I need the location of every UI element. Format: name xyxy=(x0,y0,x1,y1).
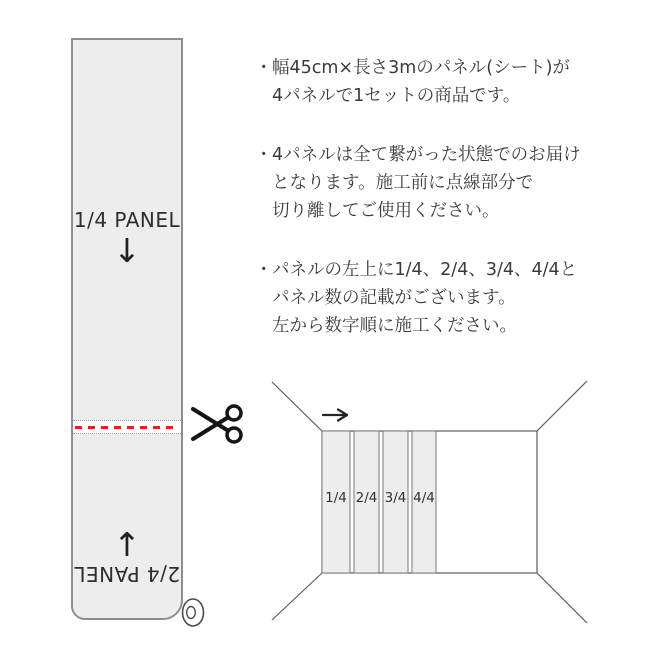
note-text xyxy=(272,141,655,225)
note-line: 切り離してご使用ください。 xyxy=(272,201,500,221)
paper-roll-icon xyxy=(177,594,210,631)
cut-line xyxy=(75,426,179,429)
up-arrow-icon: ↑ xyxy=(113,525,141,564)
note-line: となります。施工前に点線部分で xyxy=(272,173,534,193)
note-item xyxy=(255,54,655,110)
note-line: 左から数字順に施工ください。 xyxy=(272,316,517,336)
notes-list xyxy=(255,54,655,371)
note-line: 幅45cm×長さ3mのパネル(シート)が xyxy=(272,58,570,78)
down-arrow-icon: ↓ xyxy=(113,231,141,270)
note-line: 4パネルは全て繋がった状態でのお届け xyxy=(272,145,581,165)
note-item xyxy=(255,256,655,340)
panel-label-3: 3/4 xyxy=(384,490,407,506)
note-text xyxy=(272,54,655,110)
note-line: 4パネルで1セットの商品です。 xyxy=(272,86,521,106)
panel-label-4: 4/4 xyxy=(413,490,435,506)
sheet-top-label: 1/4 PANEL xyxy=(73,208,181,232)
bullet-marker: ・ xyxy=(255,58,273,78)
bullet-marker: ・ xyxy=(255,145,273,165)
right-arrow-icon xyxy=(323,410,347,421)
sheet-bottom-label: 2/4 PANEL xyxy=(73,562,181,586)
room-perspective-diagram xyxy=(265,372,600,632)
note-text xyxy=(272,256,655,340)
panel-label-1: 1/4 xyxy=(325,490,347,506)
panel-sheet xyxy=(71,38,183,620)
scissors-icon xyxy=(190,401,248,447)
panel-label-2: 2/4 xyxy=(355,490,378,506)
bullet-marker: ・ xyxy=(255,260,273,280)
note-line: パネル数の記載がございます。 xyxy=(272,288,516,308)
perforation-strip xyxy=(73,420,181,434)
note-line: パネルの左上に1/4、2/4、3/4、4/4と xyxy=(272,260,578,280)
note-item xyxy=(255,141,655,225)
